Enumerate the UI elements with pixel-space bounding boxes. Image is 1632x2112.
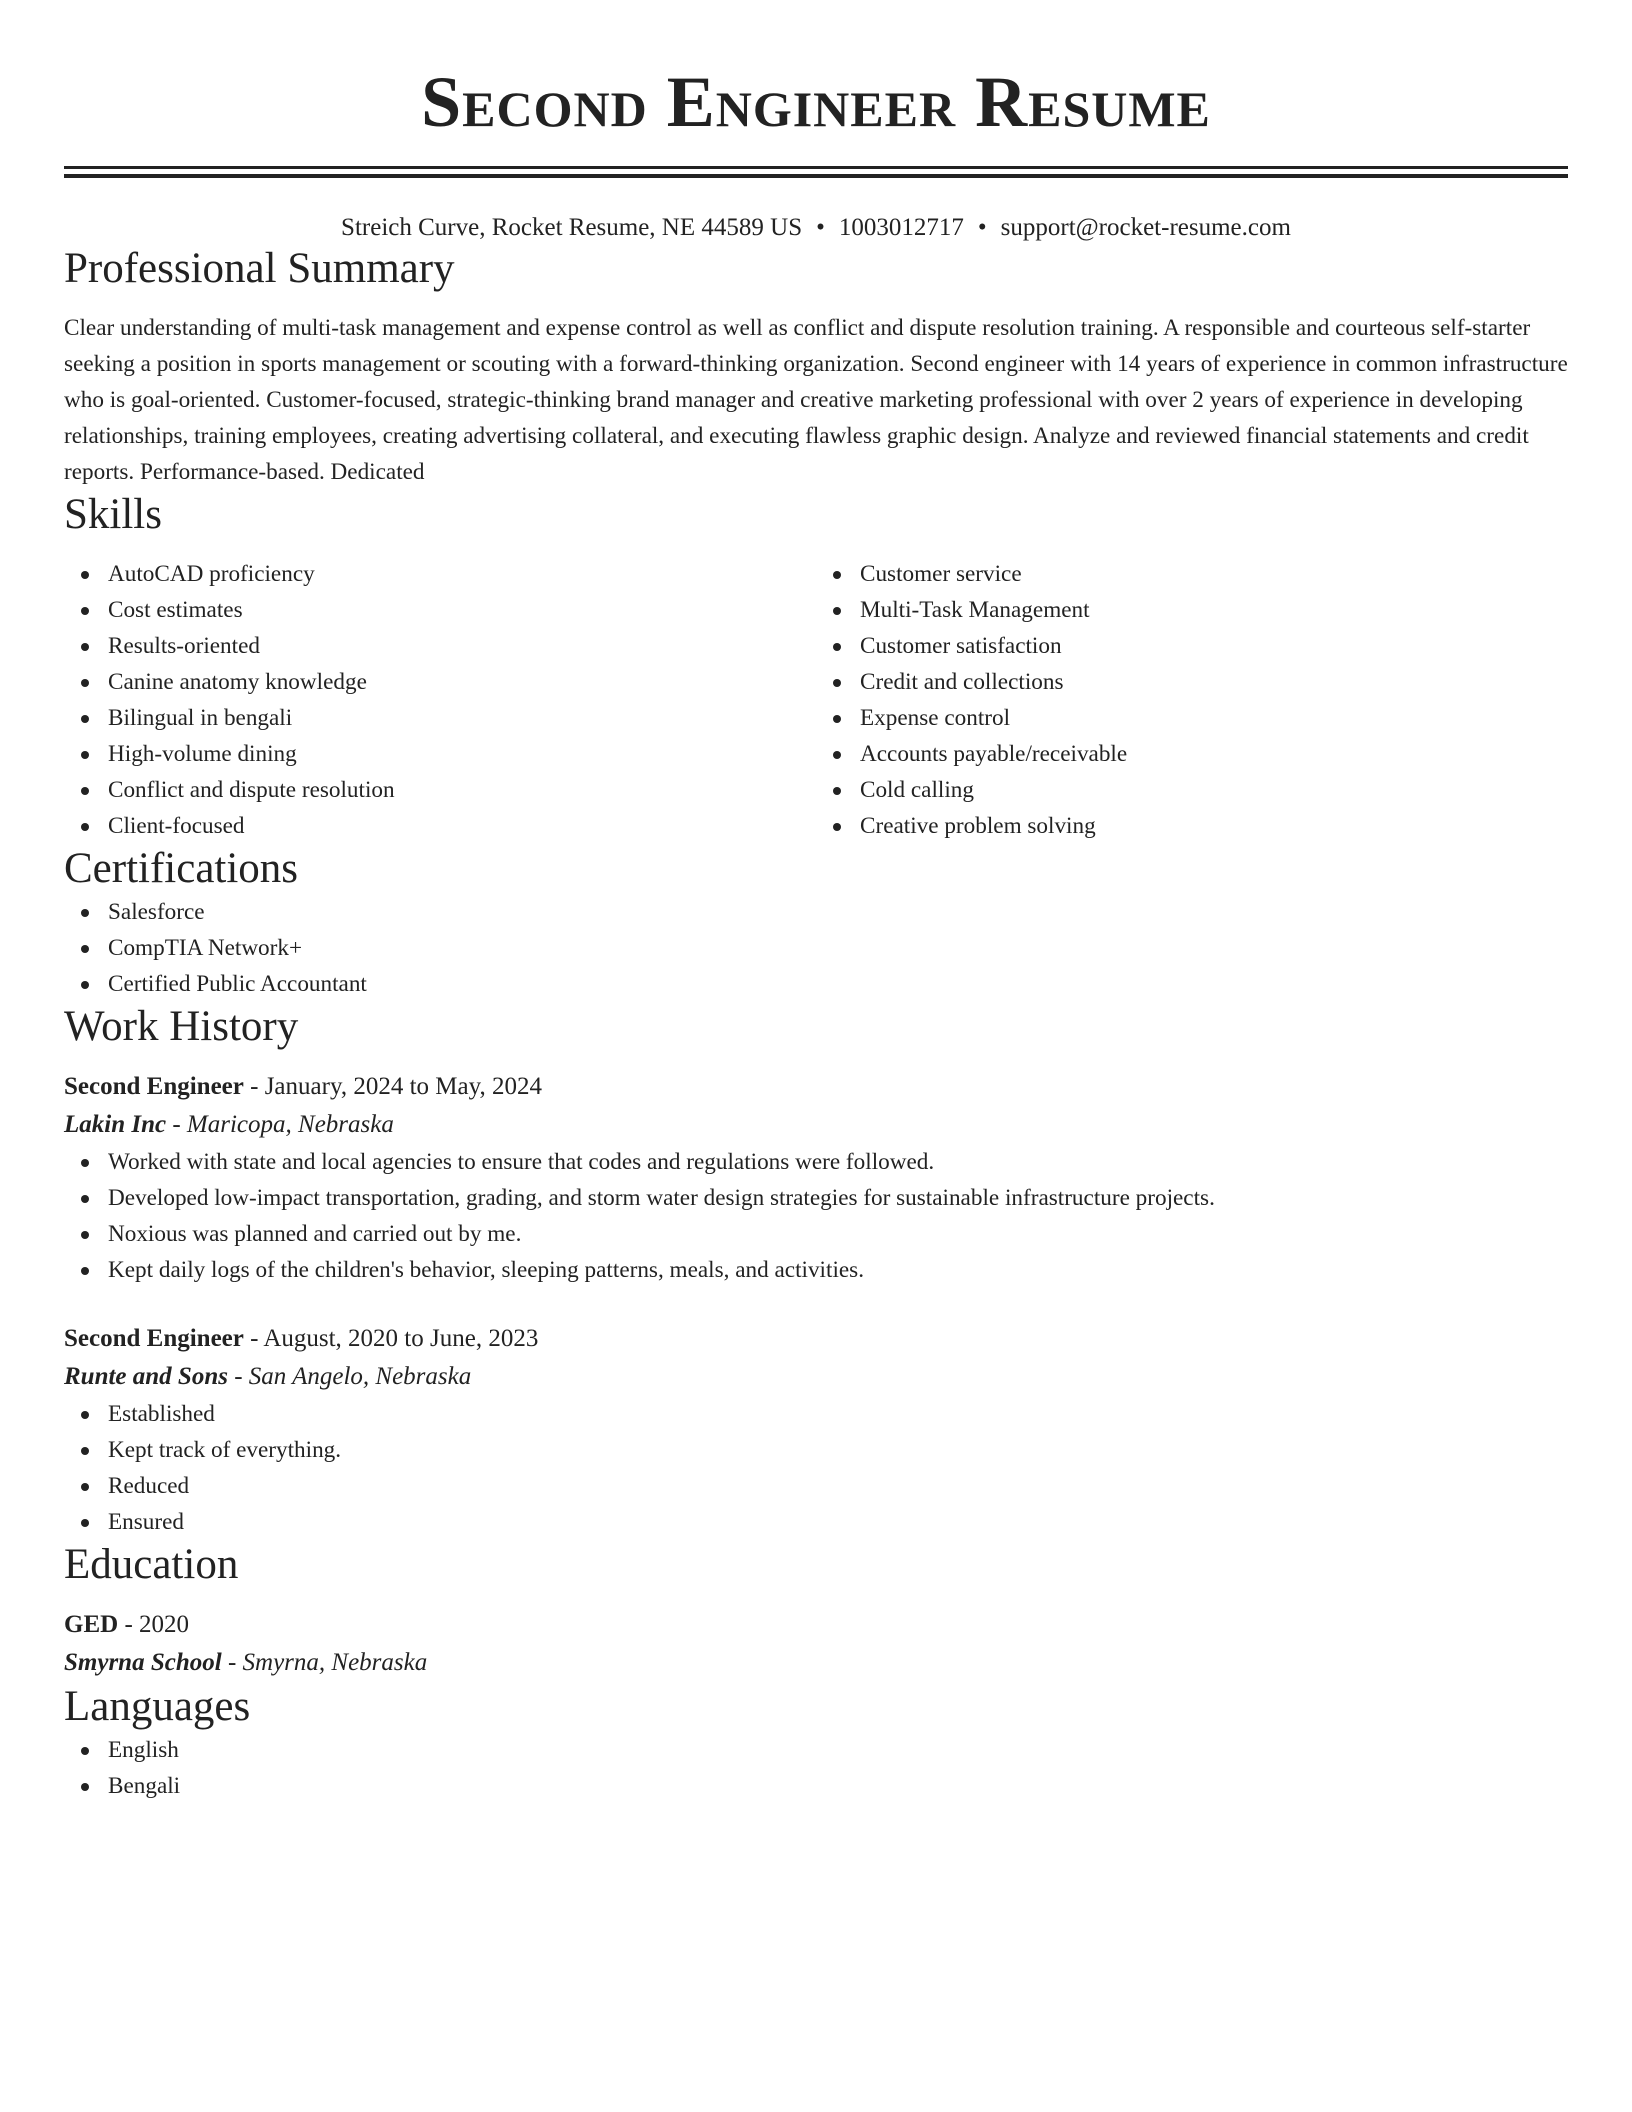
- education-degree-line: [64, 1606, 1568, 1644]
- languages-heading: Languages: [64, 1683, 251, 1730]
- education-location: - Smyrna, Nebraska: [221, 1649, 428, 1676]
- skill-item: Canine anatomy knowledge: [64, 664, 816, 700]
- job-role: Second Engineer: [64, 1073, 244, 1100]
- skill-item: High-volume dining: [64, 736, 816, 772]
- language-item: Bengali: [64, 1768, 1568, 1804]
- certifications-list: [64, 894, 1568, 1002]
- skill-item: Client-focused: [64, 808, 816, 844]
- education-school-line: [64, 1644, 1568, 1682]
- certification-item: CompTIA Network+: [64, 930, 1568, 966]
- job-entry: [64, 1320, 1568, 1540]
- contact-phone: 1003012717: [838, 214, 964, 241]
- skills-list-left: [64, 556, 816, 844]
- skills-list-right: [816, 556, 1568, 844]
- skill-item: Customer satisfaction: [816, 628, 1568, 664]
- job-bullet: Ensured: [64, 1504, 1568, 1540]
- education-year: - 2020: [118, 1611, 190, 1638]
- skill-item: Conflict and dispute resolution: [64, 772, 816, 808]
- languages-list: [64, 1732, 1568, 1804]
- skill-item: Cost estimates: [64, 592, 816, 628]
- skill-item: Credit and collections: [816, 664, 1568, 700]
- skills-heading: Skills: [64, 491, 162, 538]
- summary-heading: Professional Summary: [64, 245, 455, 292]
- skill-item: Expense control: [816, 700, 1568, 736]
- job-bullet: Kept daily logs of the children's behavior, sleeping patterns, meals, and activities.: [64, 1252, 1568, 1288]
- job-company-line: [64, 1106, 1568, 1144]
- skill-item: AutoCAD proficiency: [64, 556, 816, 592]
- job-location: - San Angelo, Nebraska: [227, 1363, 472, 1390]
- job-company-line: [64, 1358, 1568, 1396]
- job-company: Runte and Sons: [64, 1363, 228, 1390]
- title-divider: [64, 166, 1568, 178]
- job-bullet: Noxious was planned and carried out by me.: [64, 1216, 1568, 1252]
- job-entry: [64, 1068, 1568, 1288]
- contact-address: Streich Curve, Rocket Resume, NE 44589 US: [341, 214, 803, 241]
- skill-item: Bilingual in bengali: [64, 700, 816, 736]
- job-location: - Maricopa, Nebraska: [166, 1111, 394, 1138]
- job-dates: - August, 2020 to June, 2023: [243, 1325, 539, 1352]
- job-bullet: Developed low-impact transportation, grading, and storm water design strategies for sustainable infrastructure projects.: [64, 1180, 1568, 1216]
- skill-item: Accounts payable/receivable: [816, 736, 1568, 772]
- skill-item: Multi-Task Management: [816, 592, 1568, 628]
- job-bullet: Worked with state and local agencies to ensure that codes and regulations were followed.: [64, 1144, 1568, 1180]
- job-bullets: [64, 1144, 1568, 1288]
- skill-item: Customer service: [816, 556, 1568, 592]
- job-header: [64, 1320, 1568, 1358]
- contact-separator: •: [816, 214, 825, 241]
- job-role: Second Engineer: [64, 1325, 244, 1352]
- certification-item: Salesforce: [64, 894, 1568, 930]
- language-item: English: [64, 1732, 1568, 1768]
- education-degree: GED: [64, 1611, 119, 1638]
- skill-item: Creative problem solving: [816, 808, 1568, 844]
- certifications-heading: Certifications: [64, 845, 299, 892]
- skill-item: Results-oriented: [64, 628, 816, 664]
- job-bullet: Kept track of everything.: [64, 1432, 1568, 1468]
- job-bullet: Reduced: [64, 1468, 1568, 1504]
- job-header: [64, 1068, 1568, 1106]
- summary-text: Clear understanding of multi-task management and expense control as well as conflict and dispute resolution training. A responsible and courteous self-starter seeking a position in sports management or scouting with a forward-thinking organization. Second engineer with 14 years of experience in common infrastructure who is goal-oriented. Customer-focused, strategic-thinking brand manager and creative marketing professional with over 2 years of experience in developing relationships, training employees, creating advertising collateral, and executing flawless graphic design. Analyze and reviewed financial statements and credit reports. Performance-based. Dedicated: [64, 315, 1568, 485]
- skills-columns: [64, 556, 1568, 844]
- work-history-heading: Work History: [64, 1003, 299, 1050]
- contact-email: support@rocket-resume.com: [1000, 214, 1291, 241]
- contact-line: [64, 212, 1568, 244]
- resume-title: Second Engineer Resume: [421, 62, 1211, 142]
- contact-separator: •: [977, 214, 987, 241]
- education-heading: Education: [64, 1541, 239, 1588]
- education-school: Smyrna School: [64, 1649, 222, 1676]
- skill-item: Cold calling: [816, 772, 1568, 808]
- job-bullets: [64, 1396, 1568, 1540]
- certification-item: Certified Public Accountant: [64, 966, 1568, 1002]
- job-bullet: Established: [64, 1396, 1568, 1432]
- job-dates: - January, 2024 to May, 2024: [243, 1073, 542, 1100]
- job-company: Lakin Inc: [64, 1111, 167, 1138]
